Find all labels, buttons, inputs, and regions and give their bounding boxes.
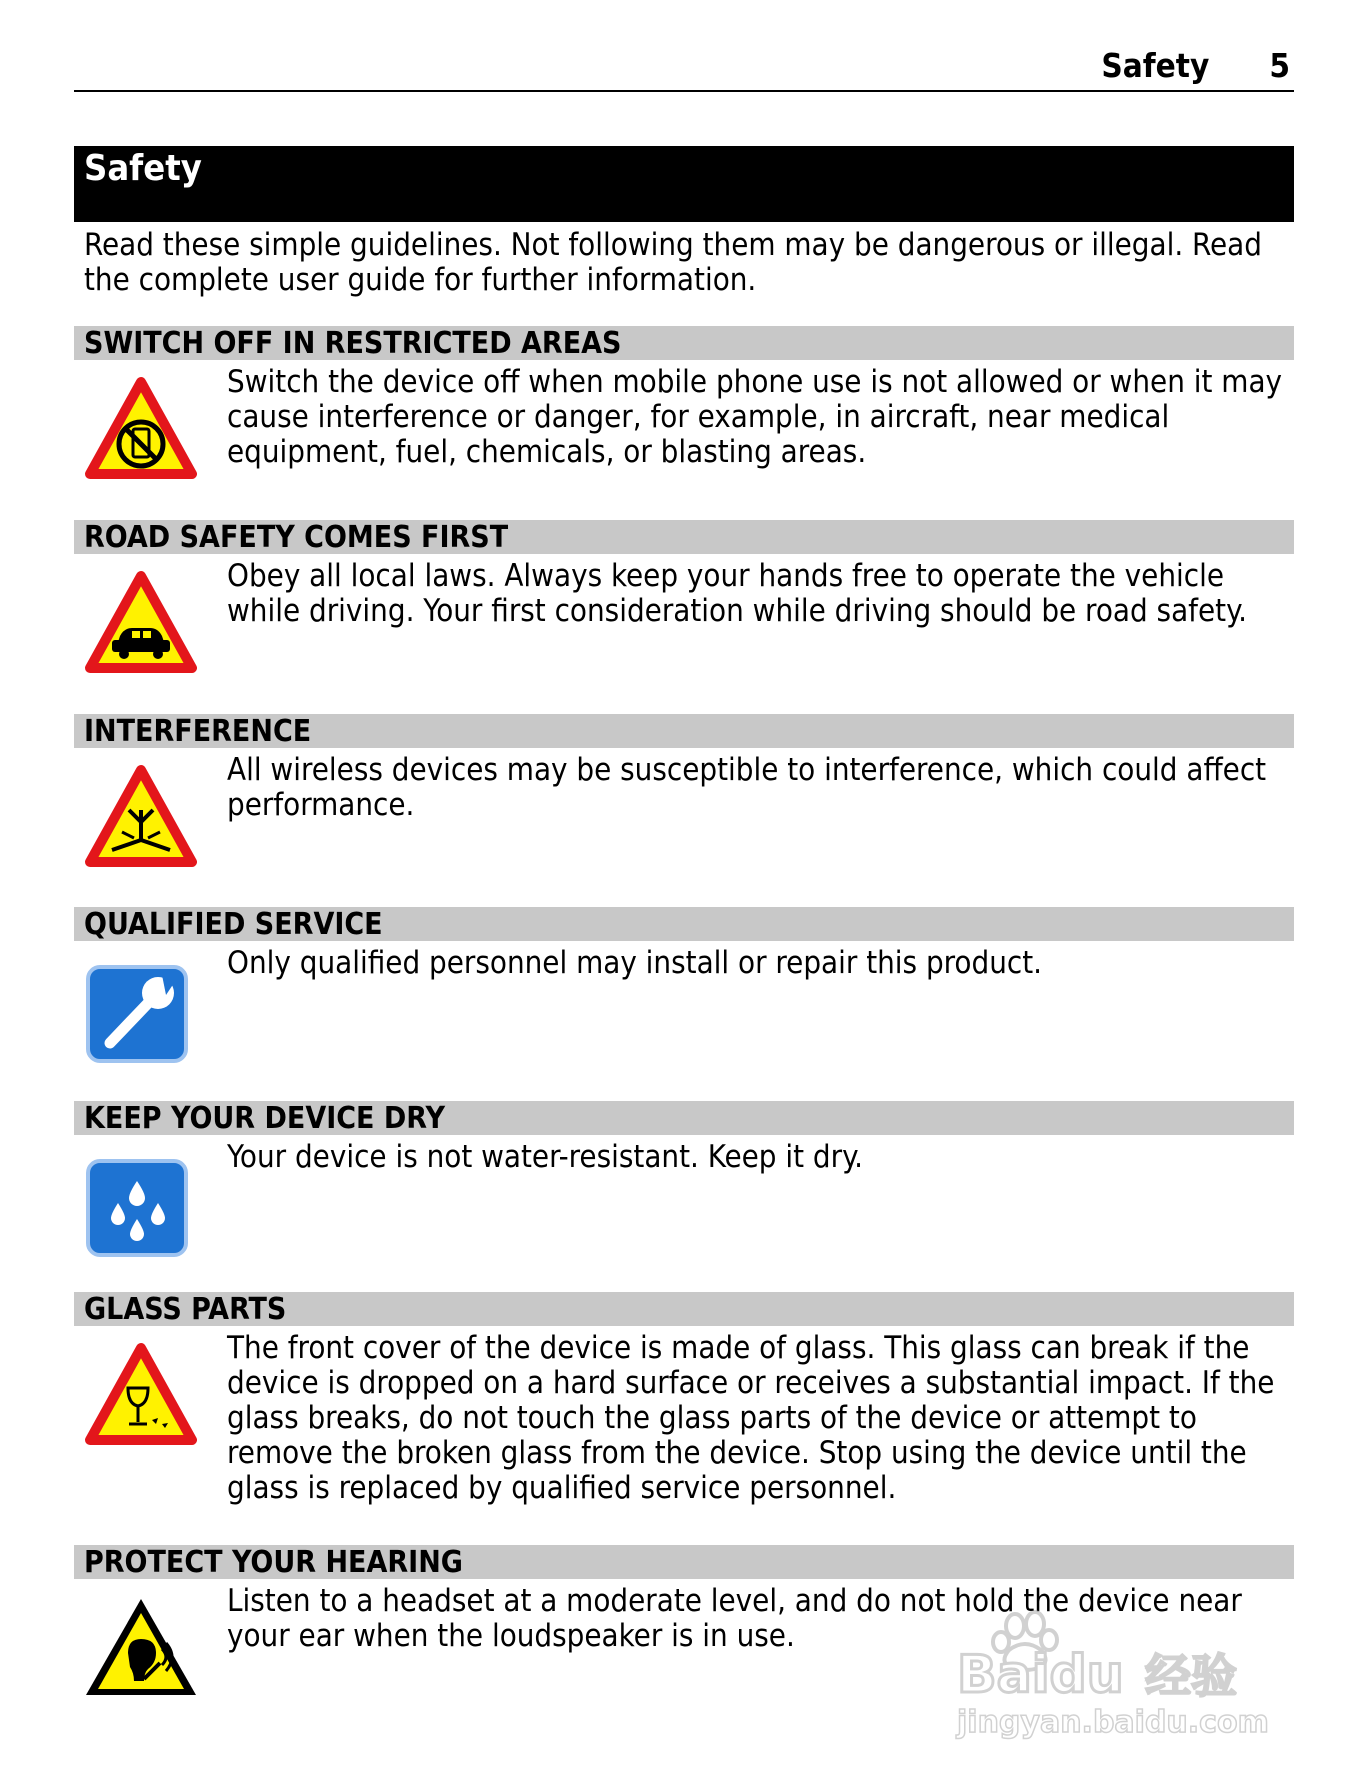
baidu-paw-logo-icon xyxy=(955,1608,1275,1740)
section-glass-parts xyxy=(74,1292,1294,1506)
section-text: Only qualified personnel may install or repair this product. xyxy=(227,945,1042,981)
section-text: Switch the device off when mobile phone use is not allowed or when it may cause interference or danger, for example, in aircraft, near medical equipment, fuel, chemicals, or blasting areas. xyxy=(227,364,1283,470)
svg-text:经验: 经验 xyxy=(1145,1649,1237,1703)
watermark xyxy=(955,1608,1275,1740)
interference-warning-icon xyxy=(82,762,200,870)
section-road-safety xyxy=(74,520,1294,629)
section-keep-dry xyxy=(74,1101,1294,1175)
page-number: 5 xyxy=(1269,46,1290,85)
section-heading: SWITCH OFF IN RESTRICTED AREAS xyxy=(74,326,1294,360)
broken-glass-warning-icon xyxy=(82,1340,200,1448)
section-restricted-areas xyxy=(74,326,1294,470)
section-text: Obey all local laws. Always keep your hands free to operate the vehicle while driving. Your first consideration while driving should be road safety. xyxy=(227,558,1248,629)
section-heading: ROAD SAFETY COMES FIRST xyxy=(74,520,1294,554)
section-text: The front cover of the device is made of glass. This glass can break if the device is dropped on a hard surface or receives a substantial impact. If the glass breaks, do not touch the glass parts of the device or attempt to remove the broken glass from the device. Stop using the device until the glass is replaced by qualified service personnel. xyxy=(227,1330,1275,1506)
water-drops-icon xyxy=(82,1149,200,1257)
no-phone-warning-icon xyxy=(82,374,200,482)
svg-text:jingyan.baidu.com: jingyan.baidu.com xyxy=(957,1705,1269,1740)
wrench-icon xyxy=(82,955,200,1063)
section-heading: PROTECT YOUR HEARING xyxy=(74,1545,1294,1579)
page-title: Safety xyxy=(74,146,1294,222)
section-heading: INTERFERENCE xyxy=(74,714,1294,748)
section-qualified-service xyxy=(74,907,1294,981)
svg-text:Baidu: Baidu xyxy=(957,1645,1124,1705)
section-interference xyxy=(74,714,1294,823)
section-heading: KEEP YOUR DEVICE DRY xyxy=(74,1101,1294,1135)
section-text: Listen to a headset at a moderate level, and do not hold the device near your ear when the loudspeaker is in use. xyxy=(227,1583,1242,1654)
hearing-warning-icon xyxy=(82,1593,200,1701)
running-header-title: Safety xyxy=(1101,46,1210,85)
running-header xyxy=(74,46,1294,92)
intro-paragraph: Read these simple guidelines. Not following them may be dangerous or illegal. Read the complete user guide for further information. xyxy=(84,227,1262,298)
section-text: All wireless devices may be susceptible to interference, which could affect performance. xyxy=(227,752,1267,823)
section-text: Your device is not water-resistant. Keep it dry. xyxy=(227,1139,863,1175)
section-heading: QUALIFIED SERVICE xyxy=(74,907,1294,941)
car-warning-icon xyxy=(82,568,200,676)
section-heading: GLASS PARTS xyxy=(74,1292,1294,1326)
